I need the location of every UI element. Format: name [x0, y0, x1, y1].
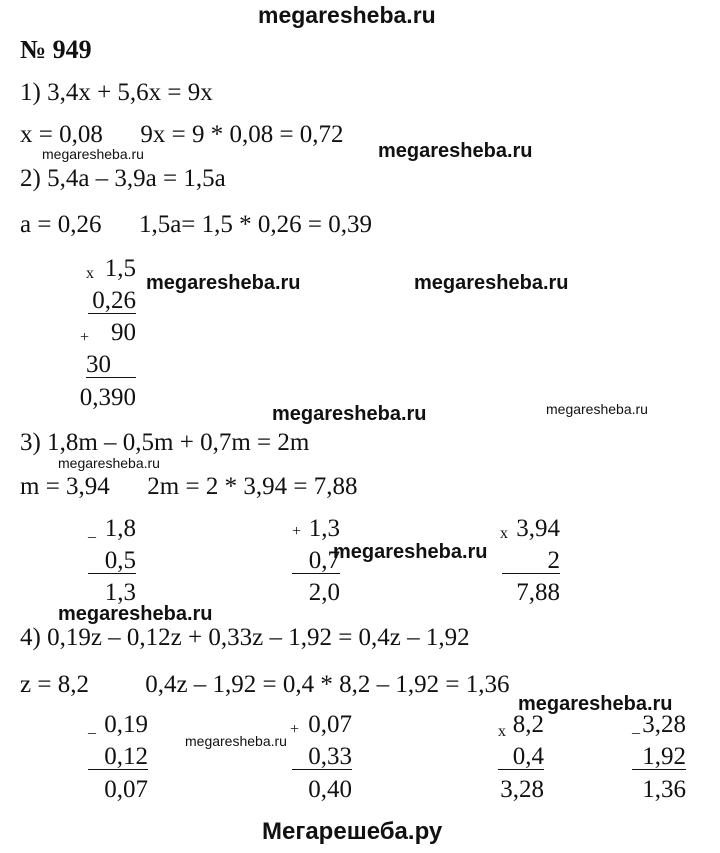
- watermark: megaresheba.ru: [272, 403, 427, 425]
- calc-operand: 0,4: [498, 744, 544, 770]
- multiply-sign: x: [86, 265, 94, 282]
- calc-operand: 0,12: [88, 744, 148, 770]
- watermark-small: megaresheba.ru: [546, 401, 648, 417]
- watermark-small: megaresheba.ru: [185, 733, 287, 749]
- calc-operand: 3,94: [516, 515, 560, 542]
- part-4-solution: z = 8,2 0,4z – 1,92 = 0,4 * 8,2 – 1,92 = 1,36: [20, 671, 510, 698]
- calc-result: 0,07: [104, 776, 148, 803]
- calc-operand: 8,2: [512, 711, 544, 738]
- minus-sign: _: [632, 719, 640, 736]
- part-3-equation: 3) 1,8m – 0,5m + 0,7m = 2m: [20, 429, 310, 456]
- calc-result: 3,28: [500, 776, 544, 803]
- calc-multiplication: [496, 512, 566, 606]
- watermark: megaresheba.ru: [414, 272, 569, 294]
- part-2-equation: 2) 5,4a – 3,9a = 1,5a: [20, 165, 226, 192]
- plus-sign: +: [80, 329, 90, 346]
- calc-operand: 0,33: [292, 744, 352, 770]
- part-1-solution: x = 0,08 9x = 9 * 0,08 = 0,72: [20, 121, 344, 148]
- calc-partial: 30: [86, 352, 136, 378]
- part-2-solution: a = 0,26 1,5a= 1,5 * 0,26 = 0,39: [20, 211, 372, 238]
- calc-subtraction: [630, 708, 690, 808]
- calc-operand: 2: [502, 548, 560, 574]
- calc-operand: 0,26: [88, 288, 136, 314]
- calc-result: 1,3: [104, 579, 136, 606]
- calc-operand: 1,3: [308, 515, 340, 542]
- calc-result: 0,390: [79, 384, 136, 411]
- calc-subtraction: [86, 512, 146, 606]
- calc-addition: [288, 708, 358, 808]
- watermark: megaresheba.ru: [146, 272, 301, 294]
- site-header: megaresheba.ru: [258, 2, 436, 28]
- calc-partial: 90: [111, 319, 136, 346]
- watermark: megaresheba.ru: [518, 693, 673, 715]
- calc-result: 1,36: [642, 776, 686, 803]
- part-3-solution: m = 3,94 2m = 2 * 3,94 = 7,88: [20, 473, 358, 500]
- watermark: megaresheba.ru: [333, 541, 488, 563]
- calc-operand: 0,07: [308, 711, 352, 738]
- problem-number: № 949: [20, 35, 92, 64]
- calc-result: 0,40: [308, 776, 352, 803]
- minus-sign: _: [88, 523, 96, 540]
- watermark: megaresheba.ru: [58, 603, 213, 625]
- calc-operand: 0,5: [88, 548, 136, 574]
- part-4-equation: 4) 0,19z – 0,12z + 0,33z – 1,92 = 0,4z – 1,92: [20, 624, 470, 651]
- calc-result: 7,88: [516, 579, 560, 606]
- calc-multiplication: [494, 708, 558, 808]
- multiply-sign: x: [500, 525, 508, 542]
- site-footer: Мегарешеба.ру: [262, 818, 443, 845]
- plus-sign: +: [292, 523, 302, 540]
- calc-operand: 1,8: [104, 515, 136, 542]
- calc-operand: 1,92: [632, 744, 686, 770]
- watermark-small: megaresheba.ru: [58, 455, 160, 471]
- part-1-equation: 1) 3,4x + 5,6x = 9x: [20, 79, 213, 106]
- calc-subtraction: [86, 708, 156, 808]
- calc-operand: 3,28: [642, 711, 686, 738]
- watermark: megaresheba.ru: [378, 140, 533, 162]
- calc-operand: 0,19: [104, 711, 148, 738]
- calc-operand: 1,5: [104, 255, 136, 282]
- calc-result: 2,0: [308, 579, 340, 606]
- multiply-sign: x: [498, 723, 506, 740]
- minus-sign: _: [88, 719, 96, 736]
- plus-sign: +: [290, 721, 300, 738]
- calc-operand: 0,7: [292, 548, 340, 574]
- watermark-small: megaresheba.ru: [42, 146, 144, 162]
